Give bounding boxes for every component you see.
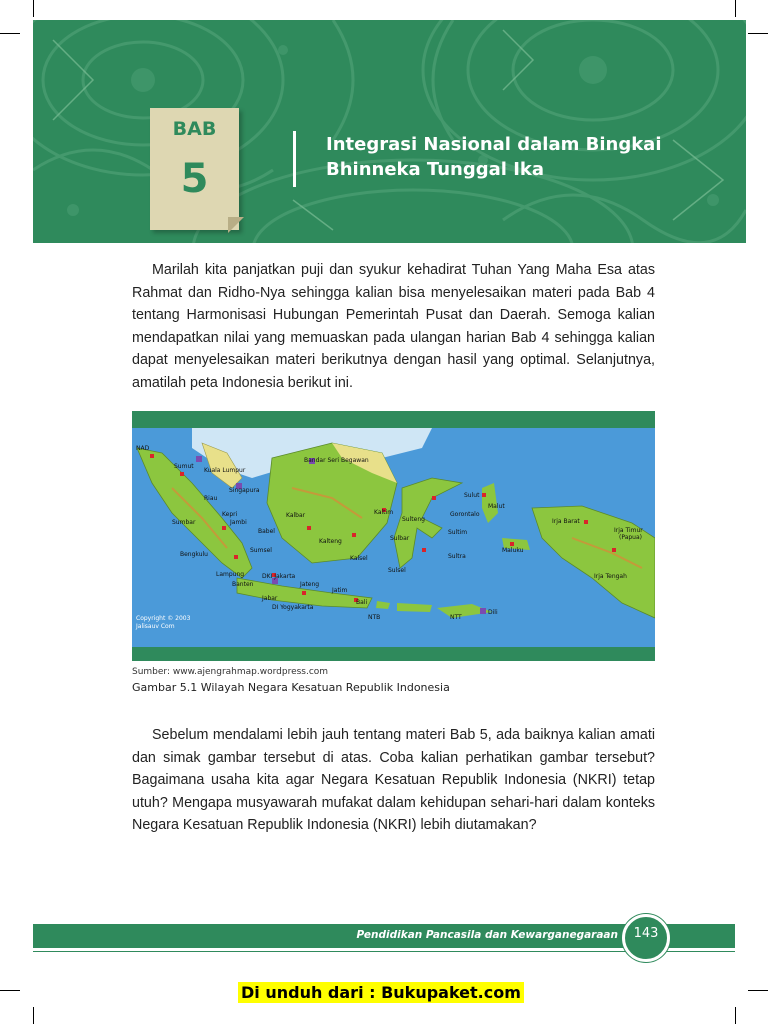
paragraph-line: utuh? Mengapa musyawarah mufakat dalam kehidupan sehari-hari dalam konteks [132, 794, 655, 811]
map-label: Banten [232, 581, 254, 588]
map-label: Jambi [230, 519, 247, 526]
paragraph-line: dapat menyelesaikan materi berikutnya dengan hasil yang optimal. Selanjutnya, [132, 352, 655, 368]
paragraph-line: Rahmat dan Ridho-Nya sehingga kalian bisa menyelesaikan materi pada Bab 4 [132, 284, 655, 301]
map-label: Sumbar [172, 519, 196, 526]
map-copyright: Jalisauv Com [136, 623, 175, 630]
paragraph-line: Sebelum mendalami lebih jauh tentang materi Bab 5, ada baiknya kalian amati [152, 727, 655, 743]
map-label: (Papua) [619, 534, 642, 541]
map-label: Sulbar [390, 535, 410, 542]
map-label: Maluku [502, 547, 524, 554]
footer-book-title: Pendidikan Pancasila dan Kewarganegaraan [356, 929, 618, 941]
page-number: 143 [633, 926, 659, 941]
paragraph-line: Negara Kesatuan Republik Indonesia (NKRI) lebih diutamakan? [132, 817, 537, 833]
map-label: Bali [356, 599, 368, 606]
figure-bottom-bar [132, 647, 655, 661]
map-label: Sulsel [388, 567, 406, 574]
map-label: Sulut [464, 492, 480, 499]
map-label: Singapura [229, 487, 260, 494]
map-label: Sultra [448, 553, 466, 560]
crop-mark [748, 33, 768, 34]
map-label: Lampung [216, 571, 245, 578]
map-label: Gorontalo [450, 511, 480, 518]
paragraph-line: mendapatkan nilai yang memuaskan pada ulangan harian Bab 4 sehingga kalian [132, 329, 655, 346]
map-label: Dili [488, 609, 498, 616]
map-label: Jabar [262, 595, 278, 602]
map-label: Babel [258, 528, 275, 535]
map-label: Sulteng [402, 516, 425, 523]
map-label: Kaltim [374, 509, 394, 516]
title-divider [293, 131, 296, 187]
map-label: Kalteng [319, 538, 342, 545]
chapter-number-box [150, 108, 239, 230]
map-label: Bengkulu [180, 551, 208, 558]
map-label: DI Yogyakarta [272, 604, 314, 611]
figure-caption: Gambar 5.1 Wilayah Negara Kesatuan Republik Indonesia [132, 681, 450, 694]
map-label: Bandar Seri Begawan [304, 457, 369, 464]
chapter-label: BAB [172, 118, 217, 140]
figure-source: Sumber: www.ajengrahmap.wordpress.com [132, 667, 329, 677]
map-label: Malut [488, 503, 505, 510]
crop-mark [33, 1007, 34, 1024]
download-watermark: Di unduh dari : Bukupaket.com [238, 982, 524, 1003]
reflection-paragraph [132, 724, 655, 837]
chapter-title-line: Bhinneka Tunggal Ika [326, 159, 545, 180]
map-label: NTB [368, 614, 381, 621]
map-label: Sultim [448, 529, 468, 536]
map-label: Kalsel [350, 555, 368, 562]
chapter-title-line: Integrasi Nasional dalam Bingkai [326, 134, 662, 155]
map-copyright: Copyright © 2003 [136, 615, 191, 622]
figure-top-bar [132, 411, 655, 428]
map-label: Riau [204, 495, 218, 502]
crop-mark [748, 990, 768, 991]
paragraph-line: Marilah kita panjatkan puji dan syukur kehadirat Tuhan Yang Maha Esa atas [152, 262, 655, 278]
crop-mark [33, 0, 34, 17]
map-label: NAD [136, 445, 150, 452]
map-graphic [132, 428, 655, 647]
crop-mark [0, 990, 20, 991]
map-label: Jateng [300, 581, 320, 588]
chapter-number: 5 [180, 156, 209, 202]
paragraph-line: Bagaimana usaha kita agar Negara Kesatuan Republik Indonesia (NKRI) tetap [132, 772, 655, 788]
paragraph-line: tentang Harmonisasi Hubungan Pemerintah Pusat dan Daerah. Semoga kalian [132, 307, 655, 323]
map-label: DKI Jakarta [262, 573, 296, 580]
map-label: Irja Tengah [594, 573, 627, 580]
map-label: Irja Barat [552, 518, 580, 525]
map-label: Irja Timur [614, 527, 643, 534]
crop-mark [0, 33, 20, 34]
map-label: Kalbar [286, 512, 306, 519]
crop-mark [735, 0, 736, 17]
map-label: Jatim [332, 587, 348, 594]
paragraph-line: dan simak gambar tersebut di atas. Coba kalian perhatikan gambar tersebut? [132, 749, 655, 766]
paragraph-line: amatilah peta Indonesia berikut ini. [132, 374, 353, 391]
indonesia-map [132, 428, 655, 647]
map-label: Kuala Lumpur [204, 467, 246, 474]
map-label: Sumut [174, 463, 194, 470]
intro-paragraph [132, 259, 655, 394]
crop-mark [735, 1007, 736, 1024]
map-label: Sumsel [250, 547, 272, 554]
map-label: Kepri [222, 511, 238, 518]
map-label: NTT [450, 614, 462, 621]
chapter-title [326, 132, 686, 182]
